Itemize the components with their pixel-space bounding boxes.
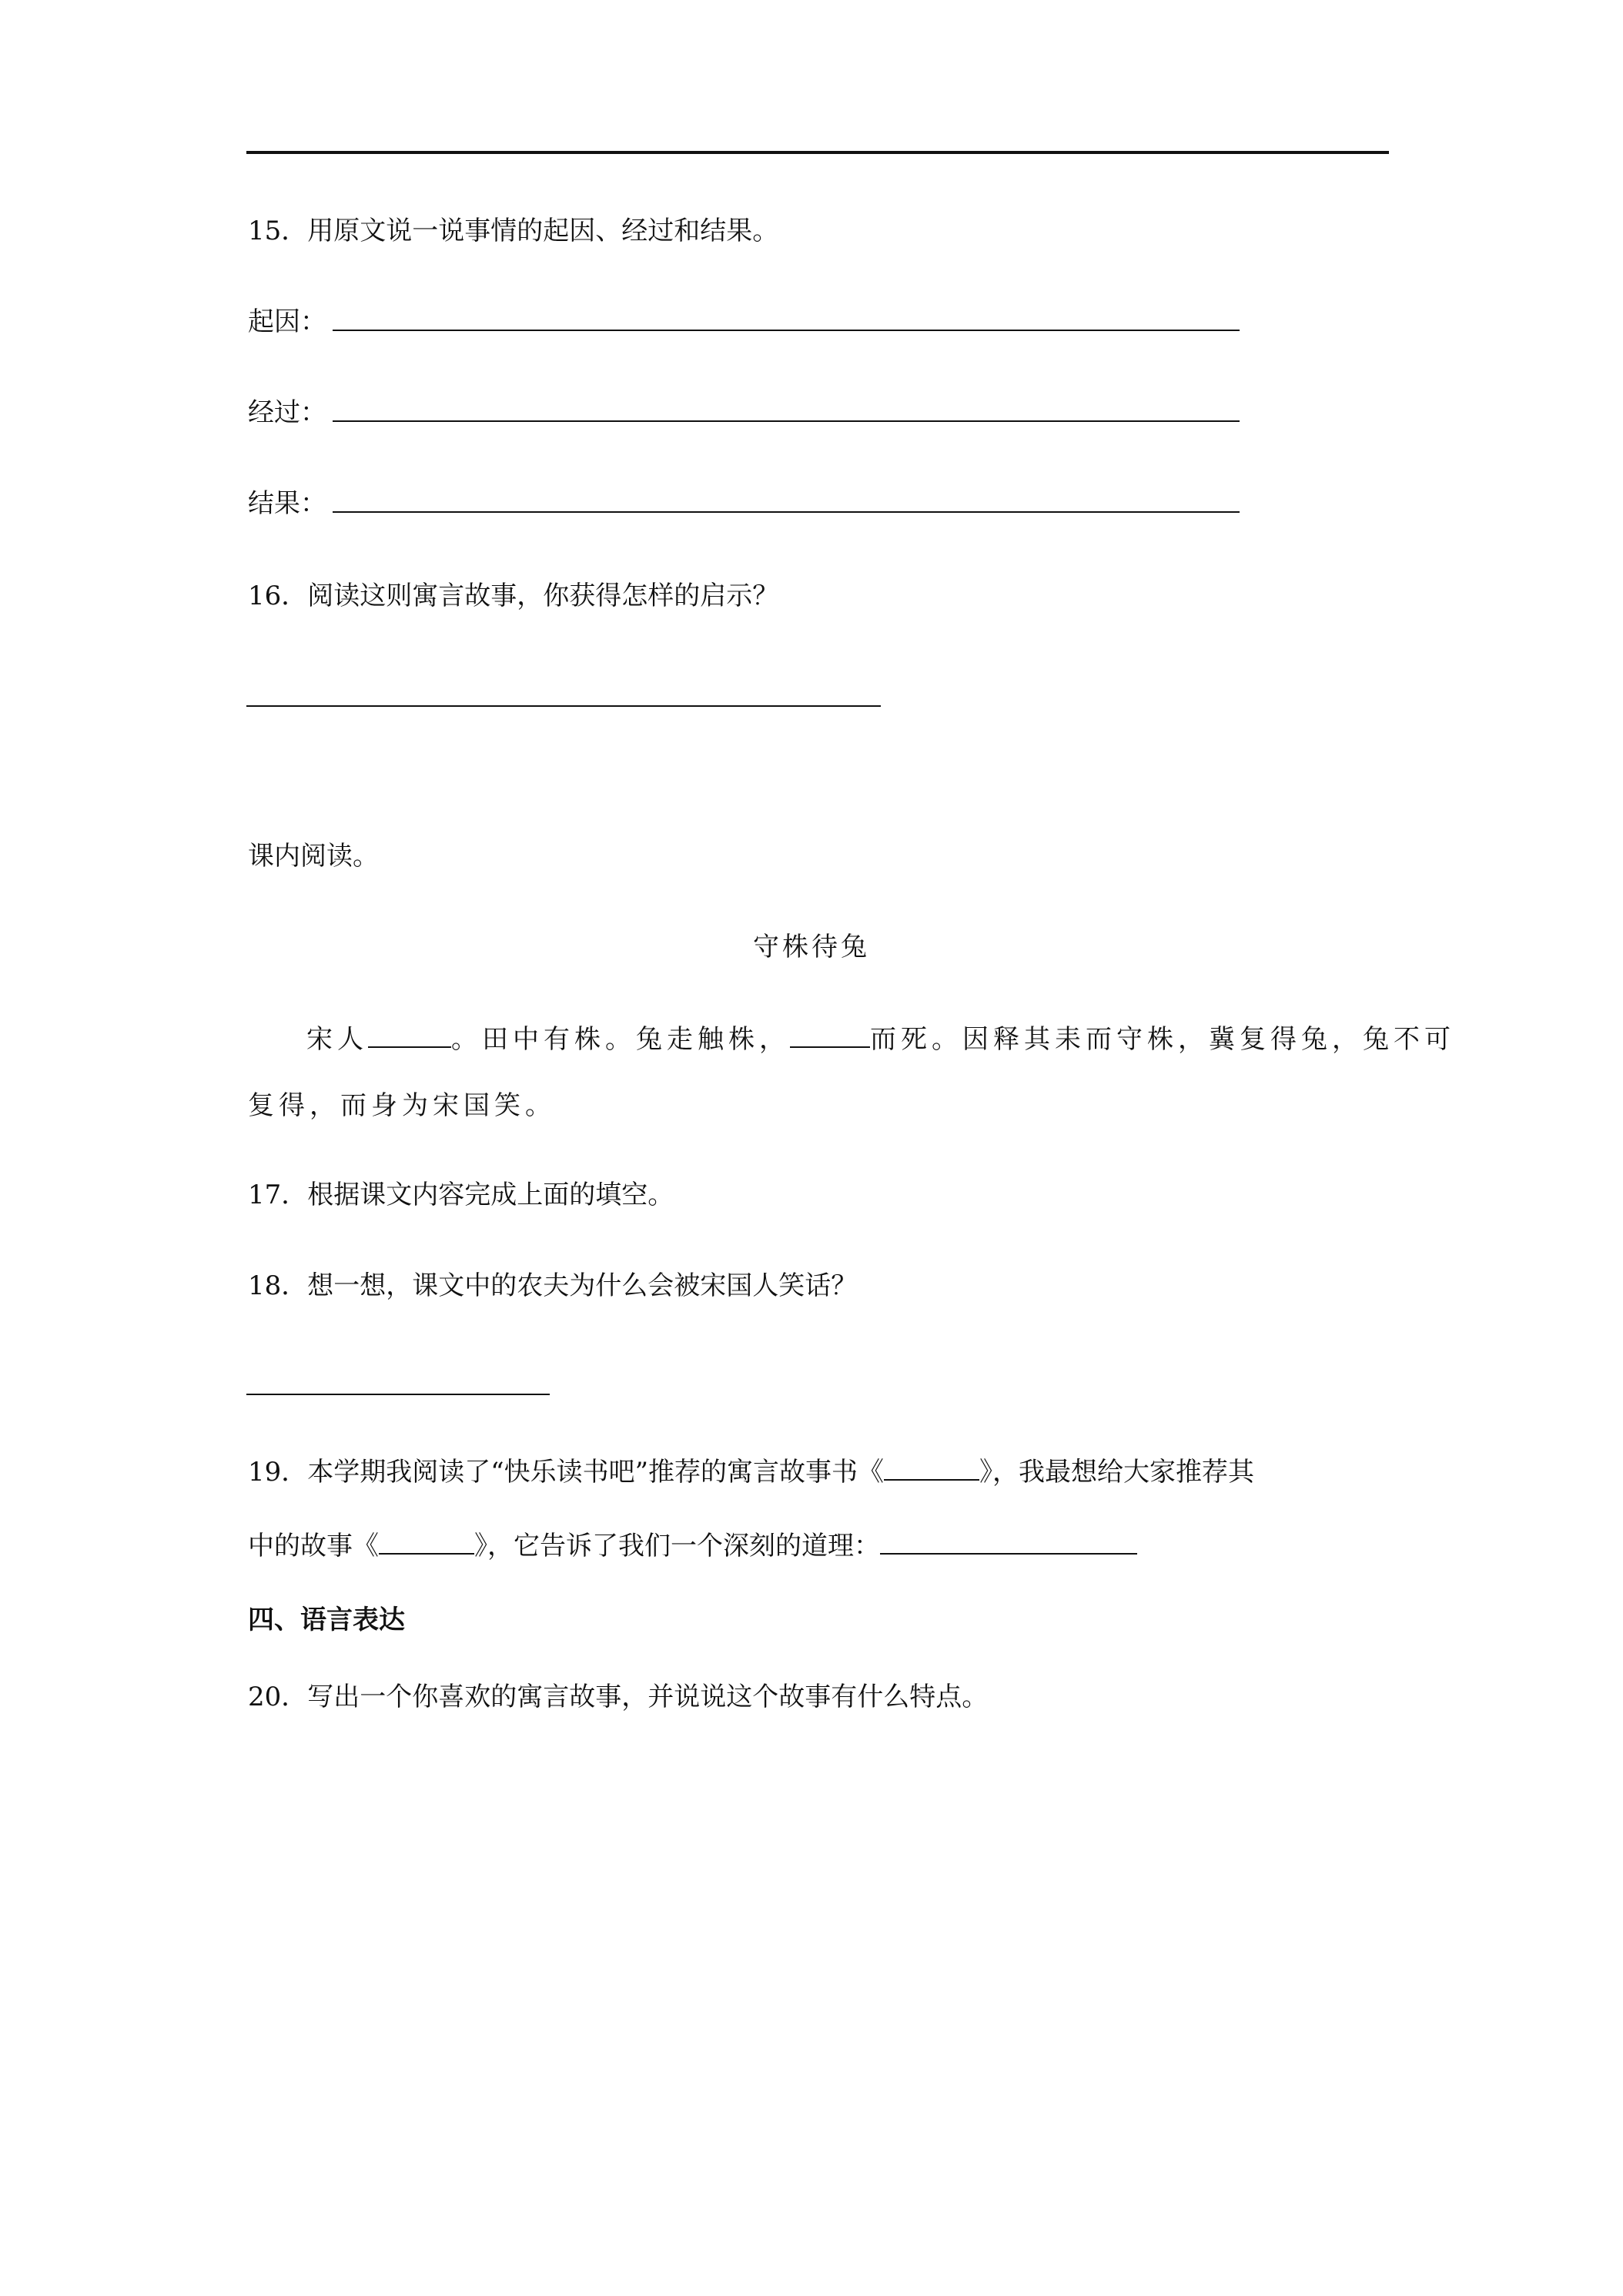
question-16-text: 16．阅读这则寓言故事，你获得怎样的启示？ bbox=[248, 581, 779, 611]
field-result[interactable] bbox=[248, 487, 326, 520]
question-19-blank-lesson[interactable] bbox=[880, 1548, 1137, 1555]
question-20 bbox=[248, 1680, 988, 1714]
passage-segment: 复得，而身为宋国笑。 bbox=[248, 1090, 556, 1121]
field-cause-label: 起因： bbox=[248, 306, 326, 337]
question-18-text: 18．想一想，课文中的农夫为什么会被宋国人笑话？ bbox=[248, 1270, 858, 1301]
question-17-text: 17．根据课文内容完成上面的填空。 bbox=[248, 1180, 674, 1210]
field-cause[interactable] bbox=[248, 305, 326, 339]
question-16-answer-line[interactable] bbox=[246, 705, 881, 707]
passage-title bbox=[0, 930, 1623, 964]
section-4-heading-text: 四、语言表达 bbox=[248, 1605, 405, 1635]
question-18 bbox=[248, 1269, 857, 1303]
question-19-segment: 19．本学期我阅读了“快乐读书吧”推荐的寓言故事书《 bbox=[248, 1457, 885, 1488]
field-process-answer-line[interactable] bbox=[333, 420, 1240, 422]
field-process-label: 经过： bbox=[248, 397, 326, 428]
question-19-line-2 bbox=[248, 1529, 1137, 1563]
field-result-label: 结果： bbox=[248, 488, 326, 519]
passage-title-text: 守株待兔 bbox=[753, 932, 870, 962]
passage-segment: 而死。因释其耒而守株，冀复得兔，兔不可 bbox=[870, 1024, 1455, 1055]
passage-line-1 bbox=[306, 1022, 1455, 1056]
question-15-text: 15．用原文说一说事情的起因、经过和结果。 bbox=[248, 216, 779, 246]
reading-intro bbox=[248, 839, 379, 873]
passage-line-2 bbox=[248, 1089, 556, 1123]
passage-blank-2[interactable] bbox=[790, 1042, 870, 1048]
question-19-segment: 》，我最想给大家推荐其 bbox=[979, 1457, 1255, 1488]
question-15 bbox=[248, 214, 778, 248]
question-16 bbox=[248, 579, 778, 613]
question-19-line-1 bbox=[248, 1455, 1254, 1489]
passage-segment: 。田中有株。兔走触株， bbox=[451, 1024, 790, 1055]
question-19-segment: 中的故事《 bbox=[248, 1531, 379, 1561]
field-process[interactable] bbox=[248, 396, 326, 430]
passage-segment: 宋人 bbox=[306, 1024, 368, 1055]
field-cause-answer-line[interactable] bbox=[333, 330, 1240, 331]
question-19-segment: 》，它告诉了我们一个深刻的道理： bbox=[474, 1531, 880, 1561]
passage-blank-1[interactable] bbox=[368, 1042, 451, 1048]
question-19-blank-story[interactable] bbox=[379, 1548, 474, 1555]
reading-intro-text: 课内阅读。 bbox=[248, 841, 379, 872]
question-17 bbox=[248, 1178, 674, 1212]
header-rule bbox=[246, 151, 1389, 154]
field-result-answer-line[interactable] bbox=[333, 511, 1240, 513]
section-4-heading bbox=[248, 1603, 405, 1637]
question-20-text: 20．写出一个你喜欢的寓言故事，并说说这个故事有什么特点。 bbox=[248, 1682, 989, 1712]
question-19-blank-book[interactable] bbox=[884, 1474, 979, 1481]
question-18-answer-line[interactable] bbox=[246, 1394, 550, 1395]
